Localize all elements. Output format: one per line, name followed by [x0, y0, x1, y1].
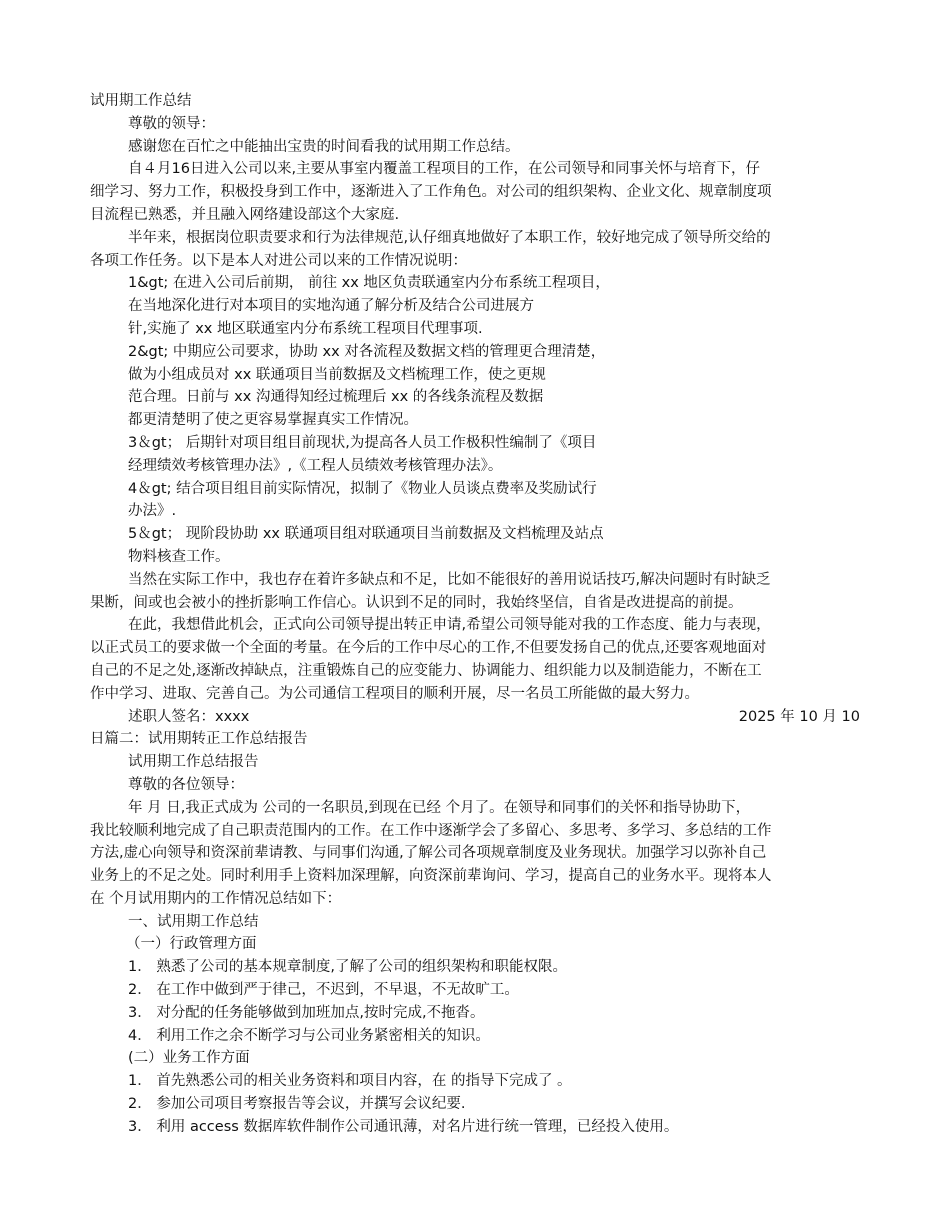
text-line: 一、试用期工作总结 — [128, 913, 259, 930]
text-line: 在当地深化进行对本项目的实地沟通了解分析及结合公司进展方 — [128, 298, 534, 315]
text-line: 1&gt; 在进入公司后前期， 前往 xx 地区负责联通室内分布系统工程项目， — [128, 275, 610, 292]
text-line: 针,实施了 xx 地区联通室内分布系统工程项目代理事项. — [128, 320, 483, 337]
text-line: 范合理。日前与 xx 沟通得知经过梳理后 xx 的各线条流程及数据 — [128, 389, 544, 406]
text-line: 作中学习、进取、完善自己。为公司通信工程项目的顺利开展，尽一名员工所能做的最大努力。 — [90, 685, 699, 702]
text-line: 5＆gt； 现阶段协助 xx 联通项目组对联通项目当前数据及文档梳理及站点 — [128, 526, 604, 543]
text-line: 当然在实际工作中，我也存在着许多缺点和不足，比如不能很好的善用说话技巧,解决问题时有时缺乏 — [128, 571, 771, 588]
text-line: 3． 利用 access 数据库软件制作公司通讯薄，对名片进行统一管理，已经投入使用。 — [128, 1118, 679, 1135]
text-line: 3． 对分配的任务能够做到加班加点,按时完成,不拖沓。 — [128, 1004, 485, 1021]
text-line: (二）业务工作方面 — [128, 1050, 250, 1067]
text-line: 半年来，根据岗位职责要求和行为法律规范,认仔细真地做好了本职工作，较好地完成了领导所交给的 — [128, 229, 771, 246]
text-line: 经理绩效考核管理办法》,《工程人员绩效考核管理办法》。 — [128, 457, 503, 474]
text-line: 1． 首先熟悉公司的相关业务资料和项目内容，在 的指导下完成了 。 — [128, 1073, 572, 1090]
text-line: 在 个月试用期内的工作情况总结如下： — [90, 890, 342, 907]
text-line: 2． 在工作中做到严于律己，不迟到，不早退，不无故旷工。 — [128, 982, 519, 999]
text-line: 自４月16日进入公司以来,主要从事室内覆盖工程项目的工作，在公司领导和同事关怀与培育下，仔 — [128, 161, 761, 178]
document-body — [90, 90, 860, 1139]
text-line: 细学习、努力工作，积极投身到工作中，逐渐进入了工作角色。对公司的组织架构、企业文化、规章制度项 — [90, 184, 772, 201]
text-line: 试用期工作总结 — [90, 93, 192, 109]
text-line: 感谢您在百忙之中能抽出宝贵的时间看我的试用期工作总结。 — [128, 138, 520, 155]
text-line: 果断，间或也会被小的挫折影响工作信心。认识到不足的同时，我始终坚信，自省是改进提高的前提。 — [90, 594, 743, 611]
report-section-2 — [90, 728, 860, 1138]
text-line: 业务上的不足之处。同时利用手上资料加深理解，向资深前辈询问、学习，提高自己的业务水平。现将本人 — [90, 868, 772, 885]
text-line: 2． 参加公司项目考察报告等会议，并撰写会议纪要. — [128, 1096, 466, 1113]
text-line: （一）行政管理方面 — [126, 936, 257, 953]
text-line: 做为小组成员对 xx 联通项目当前数据及文档梳理工作，使之更规 — [128, 366, 546, 383]
text-line: 1． 熟悉了公司的基本规章制度,了解了公司的组织架构和职能权限。 — [128, 959, 567, 976]
text-line: 4＆gt; 结合项目组目前实际情况，拟制了《物业人员谈点费率及奖励试行 — [128, 480, 597, 497]
text-line: 以正式员工的要求做一个全面的考量。在今后的工作中尽心的工作,不但要发扬自己的优点,还要客观地面对 — [90, 640, 767, 657]
text-line: 自己的不足之处,逐渐改掉缺点，注重锻炼自己的应变能力、协调能力、组织能力以及制造能力，不断在工 — [90, 662, 762, 679]
text-line: 我比较顺利地完成了自己职责范围内的工作。在工作中逐渐学会了多留心、多思考、多学习、多总结的工作 — [90, 822, 772, 839]
text-line: 办法》. — [128, 503, 177, 520]
text-line: 在此，我想借此机会，正式向公司领导提出转正申请,希望公司领导能对我的工作态度、能力与表现， — [128, 617, 771, 634]
text-line: 尊敬的各位领导： — [128, 776, 244, 793]
text-line: 日篇二：试用期转正工作总结报告 — [90, 731, 308, 748]
signature-date: 2025 年 10 月 10 — [738, 708, 860, 725]
report-section-1 — [90, 90, 860, 706]
text-line: 3＆gt； 后期针对项目组目前现状,为提高各人员工作极积性编制了《项目 — [128, 434, 597, 451]
text-line: 年 月 日,我正式成为 公司的一名职员,到现在已经 个月了。在领导和同事们的关怀和指导协助下， — [128, 799, 751, 816]
text-line: 4． 利用工作之余不断学习与公司业务紧密相关的知识。 — [128, 1027, 490, 1044]
text-line: 方法,虚心向领导和资深前辈请教、与同事们沟通,了解公司各项规章制度及业务现状。加强学习以弥补自己 — [90, 845, 767, 862]
text-line: 2&gt; 中期应公司要求，协助 xx 对各流程及数据文档的管理更合理清楚， — [128, 343, 606, 360]
text-line: 都更清楚明了使之更容易掌握真实工作情况。 — [128, 412, 418, 429]
signature-label: 述职人签名：xxxx — [128, 708, 250, 725]
text-line: 各项工作任务。以下是本人对进公司以来的工作情况说明： — [90, 252, 467, 269]
text-line: 试用期工作总结报告 — [128, 754, 259, 771]
text-line: 物料核查工作。 — [128, 548, 230, 565]
text-line: 尊敬的领导： — [128, 115, 215, 132]
text-line: 目流程已熟悉，并且融入网络建设部这个大家庭. — [90, 206, 400, 223]
signature-row — [90, 706, 860, 729]
